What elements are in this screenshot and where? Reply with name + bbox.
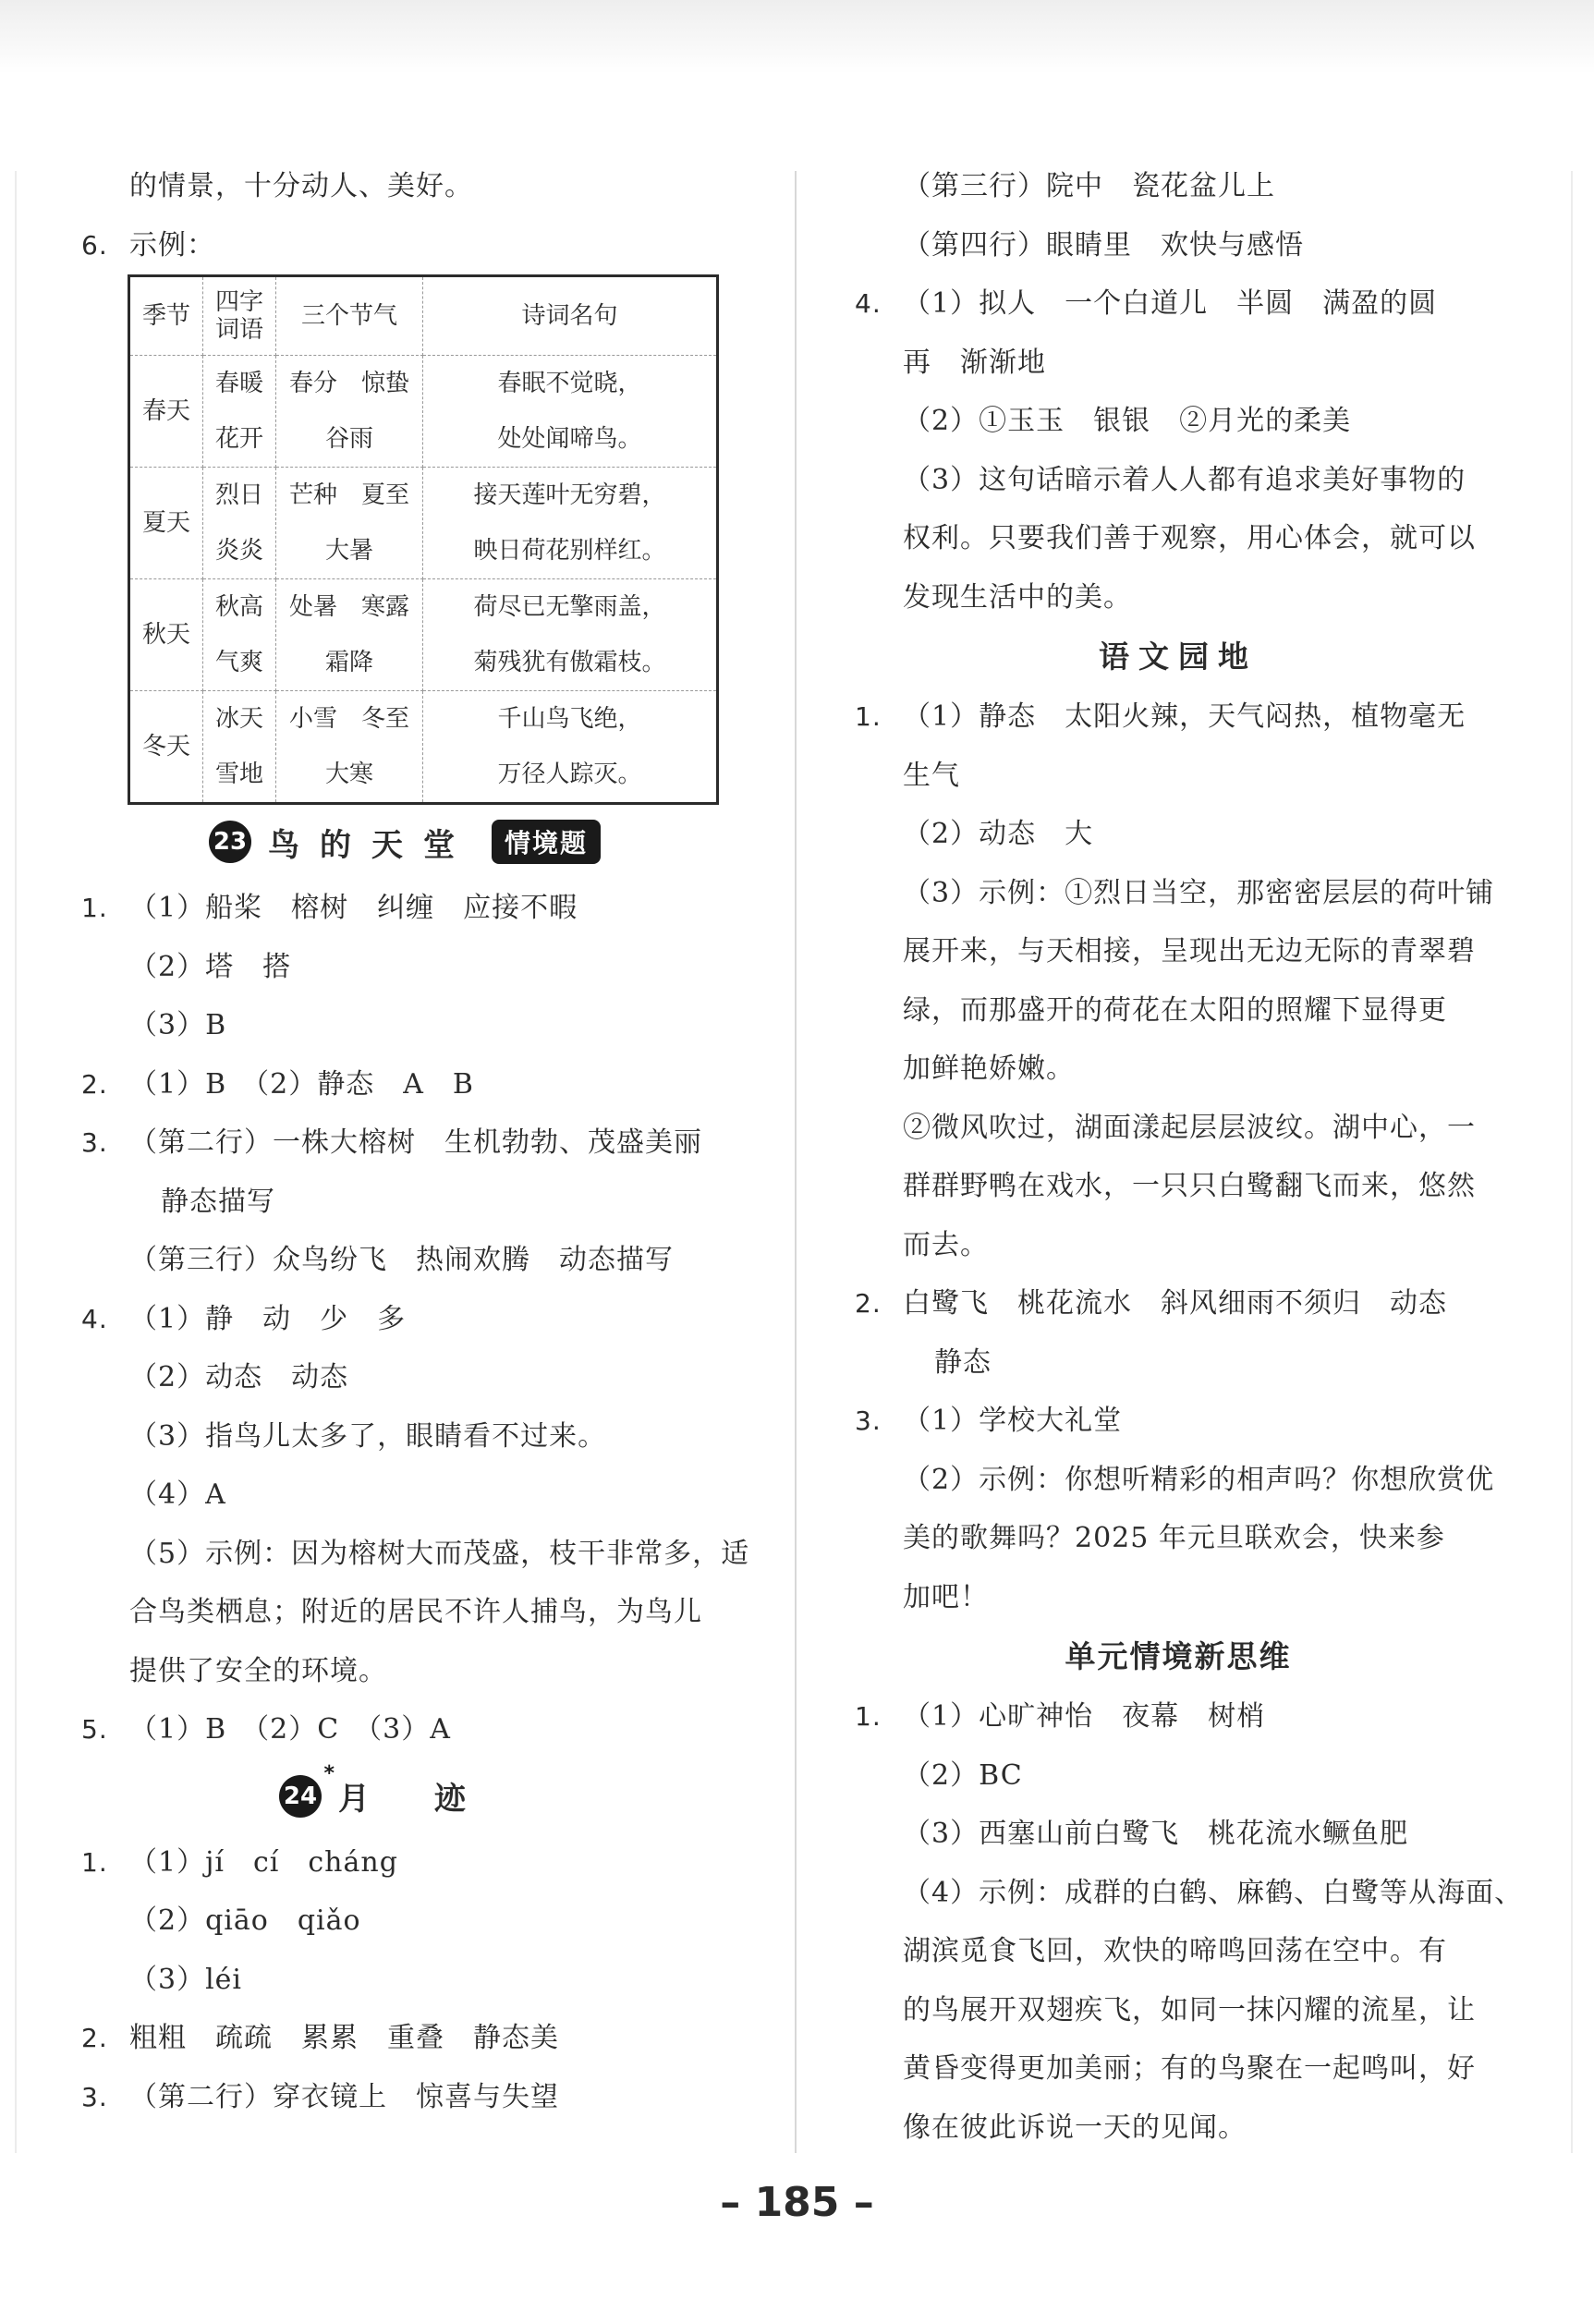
four-char-words-cell-line: 冰天	[214, 705, 263, 733]
four-char-words-cell	[203, 691, 276, 804]
question-number: 3.	[855, 1405, 882, 1436]
answer-line	[81, 1583, 728, 1642]
question-number: 6.	[81, 229, 108, 261]
answer-text: （2）动态 大	[903, 818, 1094, 850]
answer-line	[855, 1981, 1502, 2040]
poem-cell-line: 春眠不觉晓，	[497, 370, 642, 397]
header-cell: 诗词名句	[423, 276, 718, 356]
poem-cell-line: 荷尽已无擎雨盖，	[473, 593, 666, 621]
answer-line	[81, 2009, 728, 2068]
poem-cell	[423, 356, 718, 468]
star-mark: *	[323, 1761, 335, 1785]
column-divider	[795, 171, 797, 2153]
answer-line	[81, 1833, 728, 1892]
answer-line	[81, 1892, 728, 1951]
answer-line	[81, 1348, 728, 1407]
answer-text: （3）léi	[129, 1963, 243, 1996]
answer-text: （2）示例：你想听精彩的相声吗？你想欣赏优	[903, 1463, 1495, 1496]
answer-text: （1）学校大礼堂	[903, 1405, 1123, 1437]
four-char-words-cell-line: 烈日	[214, 481, 263, 509]
season-cell	[129, 691, 203, 804]
answer-line	[855, 1274, 1502, 1333]
solar-terms-cell-line: 处暑 寒露	[288, 593, 409, 621]
question-number: 2.	[81, 1068, 108, 1100]
answer-text: 发现生活中的美。	[903, 580, 1132, 614]
answer-text: （3）西塞山前白鹭飞 桃花流水鳜鱼肥	[903, 1818, 1409, 1850]
page-top-shadow	[0, 0, 1594, 74]
answer-line	[855, 981, 1502, 1040]
answer-line	[81, 879, 728, 938]
answer-text: 权利。只要我们善于观察，用心体会，就可以	[903, 522, 1476, 554]
answer-text: 粗粗 疏疏 累累 重叠 静态美	[129, 2022, 559, 2054]
answer-line	[855, 1451, 1502, 1510]
season-cell-line: 秋天	[141, 621, 190, 649]
question-number: 3.	[81, 1127, 108, 1158]
answer-text: （2）BC	[903, 1758, 1023, 1792]
solar-terms-cell	[276, 468, 423, 579]
lesson-23-heading	[81, 805, 728, 879]
season-cell-line: 春天	[141, 397, 190, 425]
solar-terms-cell-line: 霜降	[324, 649, 373, 676]
answer-text: 美的歌舞吗？2025 年元旦联欢会，快来参	[903, 1522, 1445, 1554]
answer-line	[855, 509, 1502, 568]
season-cell	[129, 579, 203, 691]
answer-line	[81, 216, 728, 275]
answer-text: 生气	[903, 759, 960, 792]
four-char-words-cell-line: 秋高	[214, 593, 263, 621]
answer-line	[81, 1231, 728, 1290]
answer-line	[855, 2039, 1502, 2099]
answer-text: 黄昏变得更加美丽；有的鸟聚在一起鸣叫，好	[903, 2052, 1476, 2085]
table-row	[129, 579, 718, 691]
answer-line	[855, 274, 1502, 334]
solar-terms-cell	[276, 691, 423, 804]
season-cell-line: 夏天	[141, 509, 190, 537]
answer-text: 而去。	[903, 1228, 989, 1261]
header-cell: 四字词语	[203, 276, 276, 356]
answer-line	[855, 687, 1502, 747]
answer-text: 示例：	[129, 228, 215, 262]
page-number: – 185 –	[720, 2179, 874, 2226]
answer-line	[855, 922, 1502, 981]
answer-line	[81, 157, 728, 216]
answer-text: （4）A	[129, 1478, 226, 1511]
answer-line	[855, 1805, 1502, 1864]
answer-text: 像在彼此诉说一天的见闻。	[903, 2111, 1247, 2144]
four-char-words-cell-line: 气爽	[214, 649, 263, 676]
four-char-words-cell	[203, 579, 276, 691]
answer-text: 提供了安全的环境。	[129, 1654, 387, 1687]
answer-text: （1）船桨 榕树 纠缠 应接不暇	[129, 892, 578, 924]
solar-terms-cell	[276, 579, 423, 691]
answer-text: （第三行）院中 瓷花盆儿上	[903, 170, 1275, 202]
answer-text: 再 渐渐地	[903, 346, 1046, 379]
lesson-title: 月迹	[338, 1781, 530, 1818]
answer-line	[81, 938, 728, 997]
table-row	[129, 356, 718, 468]
answer-text: （第四行）眼睛里 欢快与感悟	[903, 228, 1304, 262]
question-number: 5.	[81, 1714, 108, 1745]
poem-cell	[423, 579, 718, 691]
season-cell-line: 冬天	[141, 733, 190, 760]
answer-text: （1）拟人 一个白道儿 半圆 满盈的圆	[903, 287, 1438, 320]
left-margin-rule	[15, 171, 17, 2153]
question-number: 3.	[81, 2081, 108, 2112]
answer-line	[81, 1113, 728, 1173]
poem-cell-line: 千山鸟飞绝，	[497, 705, 642, 733]
answer-line	[855, 392, 1502, 451]
answer-text: 绿，而那盛开的荷花在太阳的照耀下显得更	[903, 993, 1447, 1027]
poem-cell-line: 菊残犹有傲霜枝。	[473, 649, 666, 676]
answer-text: （1）静 动 少 多	[129, 1302, 407, 1335]
poem-cell-line: 接天莲叶无穷碧，	[473, 481, 666, 509]
four-char-words-cell-line: 雪地	[214, 760, 263, 788]
season-cell	[129, 356, 203, 468]
answer-text: （第二行）一株大榕树 生机勃勃、茂盛美丽	[129, 1126, 702, 1159]
answer-text: （1）B （2）C （3）A	[129, 1713, 451, 1746]
solar-terms-cell-line: 谷雨	[324, 425, 373, 453]
lesson-number-badge: 23	[209, 821, 251, 863]
answer-text: （2）塔 搭	[129, 950, 292, 983]
answer-line	[855, 1333, 1502, 1393]
answer-text: （1）jí cí cháng	[129, 1845, 398, 1879]
answer-text: （3）这句话暗示着人人都有追求美好事物的	[903, 463, 1466, 496]
question-number: 1.	[81, 1846, 108, 1878]
solar-terms-cell-line: 小雪 冬至	[288, 705, 409, 733]
solar-terms-cell-line: 春分 惊蛰	[288, 370, 409, 397]
answer-line	[81, 1290, 728, 1349]
answer-line	[855, 1509, 1502, 1568]
answer-text: （第二行）穿衣镜上 惊喜与失望	[129, 2080, 559, 2113]
table-row	[129, 468, 718, 579]
poem-cell-line: 映日荷花别样红。	[473, 537, 666, 565]
answer-line	[855, 334, 1502, 393]
question-number: 2.	[855, 1288, 882, 1319]
answer-line	[81, 1642, 728, 1701]
answer-line	[855, 1687, 1502, 1746]
four-char-words-cell	[203, 468, 276, 579]
answer-line	[81, 1525, 750, 1584]
question-number: 4.	[855, 288, 882, 319]
answer-line	[855, 864, 1502, 923]
poem-cell	[423, 468, 718, 579]
answer-line	[855, 1922, 1502, 1981]
answer-line	[81, 1407, 728, 1466]
poem-cell-line: 处处闻啼鸟。	[497, 425, 642, 453]
header-cell: 三个节气	[276, 276, 423, 356]
table-row	[129, 691, 718, 804]
season-poem-table	[128, 274, 719, 805]
poem-cell-line: 万径人踪灭。	[497, 760, 642, 788]
solar-terms-cell	[276, 356, 423, 468]
answer-line	[81, 1700, 728, 1759]
answer-line	[81, 1173, 728, 1232]
answer-line	[81, 2068, 728, 2127]
lesson-tag: 情境题	[492, 820, 601, 864]
answer-text: 静态	[934, 1345, 992, 1379]
solar-terms-cell-line: 大暑	[324, 537, 373, 565]
answer-line	[855, 1040, 1502, 1099]
answer-line	[855, 1099, 1502, 1158]
answer-text: ②微风吹过，湖面漾起层层波纹。湖中心，一	[903, 1111, 1476, 1144]
answer-text: （3）指鸟儿太多了，眼睛看不过来。	[129, 1419, 607, 1453]
answer-text: （1）心旷神怡 夜幕 树梢	[903, 1700, 1266, 1733]
lesson-number-badge	[279, 1761, 335, 1818]
header-cell: 季节	[129, 276, 203, 356]
answer-text: 的情景，十分动人、美好。	[129, 170, 473, 202]
right-margin-rule	[1571, 171, 1573, 2153]
answer-text: （第三行）众鸟纷飞 热闹欢腾 动态描写	[129, 1244, 674, 1276]
answer-line	[855, 805, 1502, 864]
answer-line	[855, 216, 1502, 275]
answer-text: 静态描写	[161, 1185, 275, 1218]
answer-line	[81, 996, 728, 1055]
answer-line	[855, 1864, 1524, 1923]
four-char-words-cell-line: 花开	[214, 425, 263, 453]
four-char-words-cell-line: 炎炎	[214, 537, 263, 565]
answer-line	[855, 1157, 1502, 1216]
table-header-row	[129, 276, 718, 356]
answer-text: 合鸟类栖息；附近的居民不许人捕鸟，为鸟儿	[129, 1596, 702, 1628]
lesson-number: 24	[283, 1782, 318, 1810]
lesson-24-heading	[81, 1759, 728, 1833]
answer-text: （1）静态 太阳火辣，天气闷热，植物毫无	[903, 700, 1466, 733]
answer-line	[81, 1055, 728, 1114]
poem-cell	[423, 691, 718, 804]
four-char-words-cell	[203, 356, 276, 468]
answer-text: （3）示例：①烈日当空，那密密层层的荷叶铺	[903, 876, 1495, 909]
answer-text: 白鹭飞 桃花流水 斜风细雨不须归 动态	[903, 1287, 1447, 1320]
left-column	[81, 157, 750, 2126]
question-number: 4.	[81, 1303, 108, 1334]
answer-line	[855, 747, 1502, 806]
four-char-words-cell-line: 春暖	[214, 370, 263, 397]
season-cell	[129, 468, 203, 579]
answer-line	[855, 1392, 1502, 1451]
solar-terms-cell-line: 大寒	[324, 760, 373, 788]
question-number: 1.	[81, 893, 108, 923]
answer-line	[855, 157, 1502, 216]
answer-text: （2）①玉玉 银银 ②月光的柔美	[903, 405, 1352, 437]
answer-line	[855, 451, 1502, 510]
answer-text: （3）B	[129, 1009, 227, 1041]
answer-text: 湖滨觅食飞回，欢快的啼鸣回荡在空中。有	[903, 1935, 1447, 1967]
answer-text: 群群野鸭在戏水，一只只白鹭翻飞而来，悠然	[903, 1170, 1476, 1202]
section-title: 语文园地	[1099, 639, 1258, 675]
answer-text: （5）示例：因为榕树大而茂盛，枝干非常多，适	[129, 1537, 750, 1570]
right-column	[855, 157, 1524, 2157]
question-number: 1.	[855, 701, 882, 732]
answer-line	[81, 1951, 728, 2010]
section-title: 单元情境新思维	[1065, 1638, 1292, 1674]
lesson-title: 鸟的天堂	[267, 826, 475, 864]
answer-text: 加吧！	[903, 1580, 989, 1613]
question-number: 2.	[81, 2023, 108, 2053]
solar-terms-cell-line: 芒种 夏至	[288, 481, 409, 509]
answer-text: 展开来，与天相接，呈现出无边无际的青翠碧	[903, 935, 1476, 967]
answer-text: （2）动态 动态	[129, 1361, 349, 1393]
answer-text: （1）B （2）静态 A B	[129, 1067, 474, 1101]
answer-text: （4）示例：成群的白鹤、麻鹤、白鹭等从海面、	[903, 1876, 1524, 1909]
question-number: 1.	[855, 1701, 882, 1732]
answer-line	[855, 1568, 1502, 1627]
answer-line	[855, 1746, 1502, 1806]
answer-text: （2）qiāo qiǎo	[129, 1904, 361, 1937]
answer-text: 加鲜艳娇嫩。	[903, 1052, 1075, 1085]
answer-line	[81, 1466, 728, 1525]
answer-line	[855, 1216, 1502, 1275]
answer-line	[855, 2099, 1502, 2158]
answer-line	[855, 568, 1502, 627]
answer-text: 的鸟展开双翅疾飞，如同一抹闪耀的流星，让	[903, 1993, 1476, 2026]
